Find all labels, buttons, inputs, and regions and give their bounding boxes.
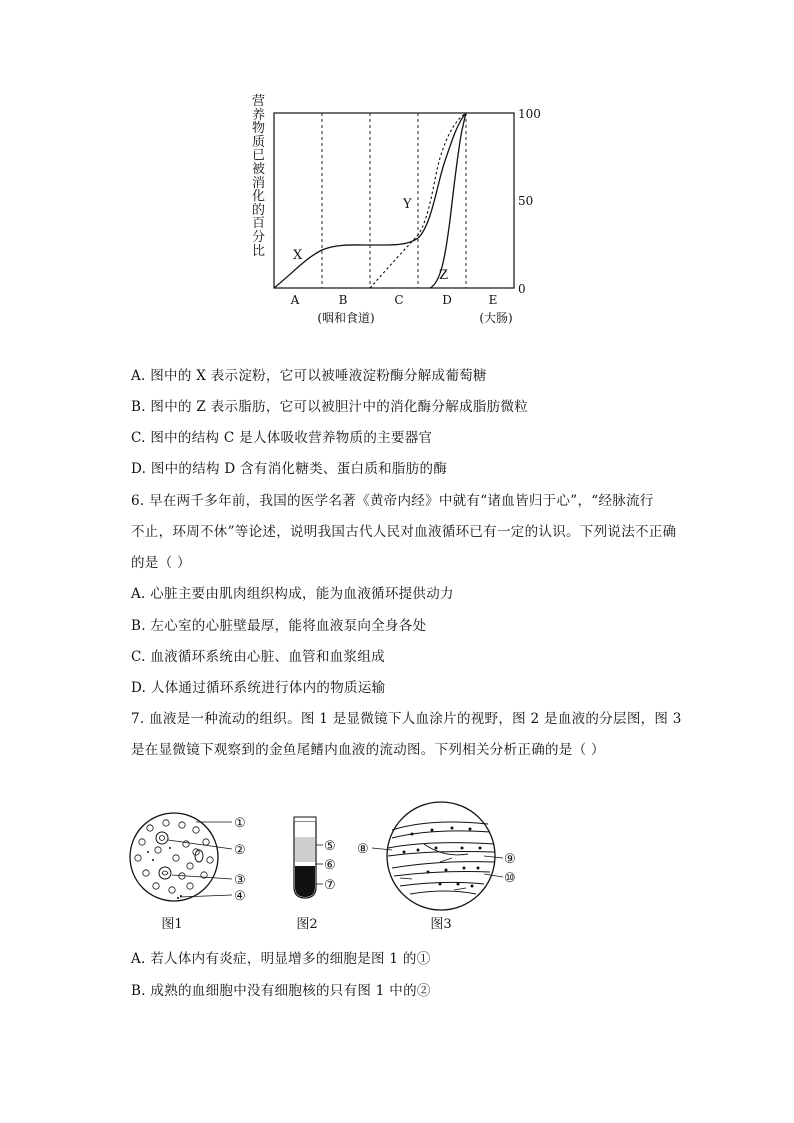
- figure-2-caption: 图2: [296, 917, 318, 932]
- x-tick-a: A: [290, 293, 300, 307]
- q6-stem-line-1: 6. 早在两千多年前，我国的医学名著《黄帝内经》中就有“诸血皆归于心”，“经脉流行: [131, 493, 654, 509]
- q7-stem-line-2: 是在显微镜下观察到的金鱼尾鳍内血液的流动图。下列相关分析正确的是（ ）: [131, 742, 605, 758]
- q6-stem-line-2: 不止，环周不休”等论述，说明我国古代人民对血液循环已有一定的认识。下列说法不正确: [131, 524, 677, 540]
- fig1-label-4: ④: [234, 889, 246, 904]
- figure-3-tail-fin-flow: [357, 802, 516, 910]
- figure-1-blood-smear: [130, 813, 246, 904]
- y-tick-0: 0: [518, 282, 526, 296]
- y-axis-label: 营养物质已被消化的百分比: [252, 94, 266, 259]
- x-tick-d: D: [442, 293, 452, 307]
- q5-option-b: B. 图中的 Z 表示脂肪，它可以被胆汁中的消化酶分解成脂肪微粒: [131, 399, 529, 415]
- fig1-label-3: ③: [234, 873, 246, 888]
- fig1-label-1: ①: [234, 816, 246, 831]
- q6-option-b: B. 左心室的心脏壁最厚，能将血液泵向全身各处: [131, 618, 427, 634]
- blood-figures: [0, 800, 794, 960]
- q6-option-c: C. 血液循环系统由心脏、血管和血浆组成: [131, 649, 385, 665]
- q6-option-a: A. 心脏主要由肌肉组织构成，能为血液循环提供动力: [131, 586, 454, 602]
- fig3-label-10: ⑩: [504, 871, 516, 886]
- q5-option-c: C. 图中的结构 C 是人体吸收营养物质的主要器官: [131, 430, 433, 446]
- x-note-e: (大肠): [479, 311, 513, 325]
- fig2-label-5: ⑤: [324, 839, 336, 854]
- q6-option-d: D. 人体通过循环系统进行体内的物质运输: [131, 680, 386, 696]
- x-note-b: (咽和食道): [317, 311, 375, 325]
- chart-plot: [0, 0, 794, 340]
- y-tick-100: 100: [518, 107, 541, 121]
- q7-stem-line-1: 7. 血液是一种流动的组织。图 1 是显微镜下人血涂片的视野，图 2 是血液的分层图，图 3: [131, 711, 682, 727]
- series-z-curve: [430, 113, 466, 288]
- series-label-x: X: [293, 248, 303, 263]
- fig1-label-2: ②: [234, 843, 246, 858]
- figure-1-caption: 图1: [161, 917, 183, 932]
- series-label-z: Z: [439, 268, 449, 283]
- fig2-label-6: ⑥: [324, 858, 336, 873]
- figure-2-test-tube: [294, 817, 336, 898]
- q5-option-a: A. 图中的 X 表示淀粉，它可以被唾液淀粉酶分解成葡萄糖: [131, 368, 487, 384]
- figure-3-caption: 图3: [430, 917, 452, 932]
- x-tick-c: C: [394, 293, 404, 307]
- q6-stem-line-3: 的是（ ）: [131, 555, 191, 571]
- x-tick-e: E: [488, 293, 498, 307]
- fig3-label-9: ⑨: [504, 852, 516, 867]
- fig3-label-8: ⑧: [357, 842, 369, 857]
- y-tick-50: 50: [518, 194, 534, 208]
- q7-option-a: A. 若人体内有炎症，明显增多的细胞是图 1 的①: [131, 951, 431, 967]
- q5-option-d: D. 图中的结构 D 含有消化糖类、蛋白质和脂肪的酶: [131, 461, 448, 477]
- x-tick-b: B: [338, 293, 348, 307]
- q7-option-b: B. 成熟的血细胞中没有细胞核的只有图 1 中的②: [131, 983, 431, 999]
- series-label-y: Y: [403, 197, 412, 212]
- fig2-label-7: ⑦: [324, 878, 336, 893]
